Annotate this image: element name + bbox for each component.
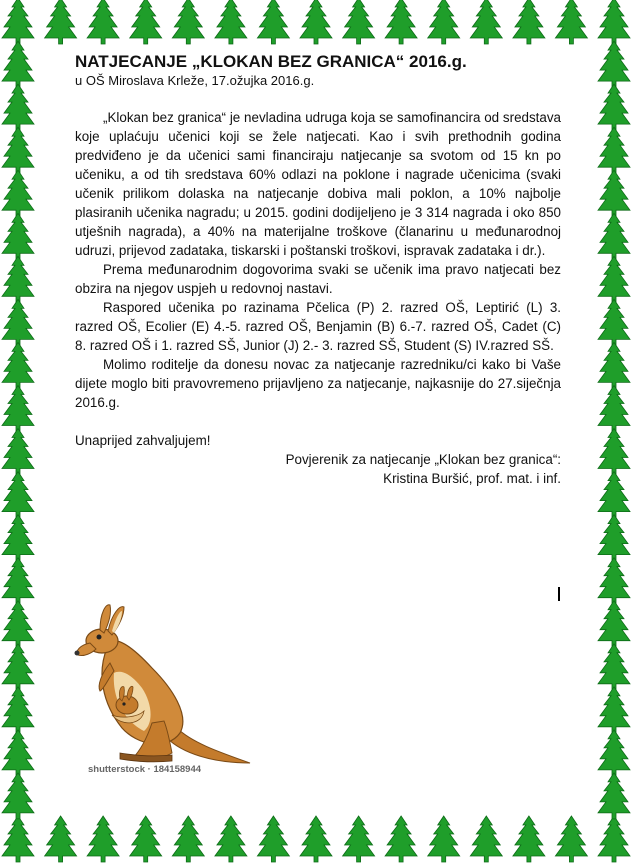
paragraph: Raspored učenika po razinama Pčelica (P) 2. razred OŠ, Leptirić (L) 3. razred OŠ, Ecolier (E) 4.-5. razred OŠ, Benjamin (B) 6.-7. razred OŠ, Cadet (C) 8. razred OŠ i 1. razred SŠ, Junior (J) 2.- 3. razred SŠ, Student (S) IV.razred SŠ.	[75, 300, 561, 353]
tree-icon	[2, 0, 34, 44]
tree-icon	[598, 299, 630, 345]
tree-icon	[598, 84, 630, 130]
tree-icon	[428, 0, 460, 44]
document-subtitle: u OŠ Miroslava Krleže, 17.ožujka 2016.g.	[75, 73, 315, 88]
tree-icon	[45, 0, 77, 44]
signature-name: Kristina Buršić, prof. mat. i inf.	[383, 471, 561, 486]
tree-icon	[300, 816, 332, 862]
tree-icon	[598, 472, 630, 518]
tree-icon	[598, 644, 630, 690]
tree-icon	[2, 213, 34, 259]
tree-icon	[2, 730, 34, 776]
thanks-line: Unaprijed zahvaljujem!	[75, 433, 211, 448]
tree-icon	[598, 170, 630, 216]
tree-icon	[2, 299, 34, 345]
tree-icon	[598, 0, 630, 44]
tree-icon	[2, 687, 34, 733]
tree-icon	[130, 0, 162, 44]
tree-icon	[555, 816, 587, 862]
tree-icon	[598, 687, 630, 733]
tree-icon	[598, 41, 630, 87]
tree-icon	[598, 386, 630, 432]
tree-icon	[2, 127, 34, 173]
tree-icon	[2, 429, 34, 475]
signature-title: Povjerenik za natjecanje „Klokan bez granica“:	[285, 452, 561, 467]
paragraph: „Klokan bez granica“ je nevladina udruga koja se samofinancira od sredstava koje uplaćuju učenici koji se žele natjecati. Kao i svih prethodnih godina predviđeno je da učenici sami financiraju natjecanje sa svotom od 15 kn po učeniku, a od tih sredstava 60% odlazi na poklone i nagrade učenicima (svaki učenik prilikom dolaska na natjecanje dobiva mali poklon, a 10% najbolje plasiranih učenika nagradu; u 2015. godini dodijeljeno je 3 314 nagrada i oko 850 utješnih nagrada), a 40% na materijalne troškove (članarinu u međunarodnoj udruzi, prijevod zadataka, tiskarski i poštanski troškovi, ispravak zadataka i dr.).	[75, 110, 561, 258]
kangaroo-icon	[72, 603, 252, 773]
tree-icon	[598, 127, 630, 173]
tree-icon	[2, 41, 34, 87]
tree-icon	[215, 816, 247, 862]
document-title: NATJECANJE „KLOKAN BEZ GRANICA“ 2016.g.	[75, 52, 467, 71]
tree-icon	[2, 170, 34, 216]
tree-icon	[513, 0, 545, 44]
tree-icon	[2, 816, 34, 862]
tree-icon	[172, 0, 204, 44]
tree-icon	[2, 84, 34, 130]
tree-icon	[428, 816, 460, 862]
text-cursor	[558, 587, 560, 601]
tree-icon	[130, 816, 162, 862]
tree-icon	[555, 0, 587, 44]
tree-icon	[2, 773, 34, 819]
tree-icon	[513, 816, 545, 862]
tree-icon	[2, 601, 34, 647]
tree-icon	[2, 386, 34, 432]
tree-icon	[598, 601, 630, 647]
image-watermark: shutterstock · 184158944	[88, 764, 202, 775]
tree-icon	[598, 256, 630, 302]
tree-icon	[598, 342, 630, 388]
tree-icon	[172, 816, 204, 862]
tree-icon	[385, 816, 417, 862]
tree-icon	[598, 429, 630, 475]
tree-icon	[598, 213, 630, 259]
tree-icon	[470, 816, 502, 862]
tree-icon	[257, 816, 289, 862]
tree-icon	[343, 0, 375, 44]
tree-icon	[598, 730, 630, 776]
letter-body	[75, 52, 561, 488]
paragraph: Prema međunarodnim dogovorima svaki se učenik ima pravo natjecati bez obzira na njegov uspjeh u redovnoj nastavi.	[75, 262, 561, 296]
tree-icon	[215, 0, 247, 44]
tree-icon	[598, 515, 630, 561]
tree-icon	[2, 558, 34, 604]
tree-icon	[2, 644, 34, 690]
tree-icon	[598, 558, 630, 604]
tree-icon	[45, 816, 77, 862]
tree-icon	[470, 0, 502, 44]
tree-icon	[598, 816, 630, 862]
tree-icon	[300, 0, 332, 44]
tree-icon	[87, 816, 119, 862]
tree-icon	[2, 515, 34, 561]
tree-icon	[87, 0, 119, 44]
tree-icon	[2, 342, 34, 388]
tree-icon	[343, 816, 375, 862]
tree-icon	[598, 773, 630, 819]
paragraph: Molimo roditelje da donesu novac za natjecanje razredniku/ci kako bi Vaše dijete moglo biti pravovremeno prijavljeno za natjecanje, najkasnije do 27.siječnja 2016.g.	[75, 357, 561, 410]
tree-icon	[257, 0, 289, 44]
tree-icon	[2, 256, 34, 302]
tree-icon	[2, 472, 34, 518]
tree-icon	[385, 0, 417, 44]
